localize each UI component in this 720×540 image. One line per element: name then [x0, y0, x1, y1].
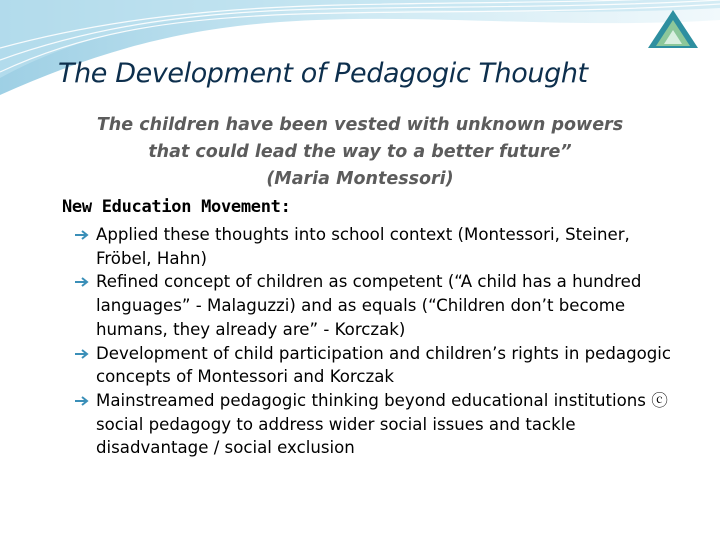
page-title: The Development of Pedagogic Thought	[58, 58, 588, 89]
list-item	[0, 389, 676, 460]
bullet-arrow-icon	[74, 229, 92, 241]
bullet-list	[0, 223, 720, 460]
quote-line: The children have been vested with unknown powers	[96, 115, 624, 135]
list-item	[0, 270, 676, 341]
list-item-text: Mainstreamed pedagogic thinking beyond educational institutions	[96, 390, 652, 410]
list-item	[0, 342, 676, 389]
list-item-text: social pedagogy to address wider social issues and tackle disadvantage / social exclusion	[96, 414, 576, 458]
list-item-text: Applied these thoughts into school context (Montessori, Steiner, Fröbel, Hahn)	[96, 225, 630, 268]
list-item-text: Refined concept of children as competent (“A child has a hundred languages” - Malaguzzi) and as equals (“Children don’t become humans, they already are” - Korczak)	[96, 272, 642, 339]
bullet-arrow-icon	[74, 395, 92, 407]
bullet-arrow-icon	[74, 348, 92, 360]
list-item-text: Development of child participation and children’s rights in pedagogic concepts of Montessori and Korczak	[96, 343, 672, 387]
copyright-symbol-icon: ⓒ	[651, 390, 668, 410]
section-heading: New Education Movement:	[62, 197, 291, 217]
quote-block	[90, 112, 630, 193]
triangle-logo-icon	[638, 8, 708, 54]
quote-attribution: (Maria Montessori)	[266, 169, 454, 189]
list-item	[0, 223, 676, 270]
bullet-arrow-icon	[74, 276, 92, 288]
quote-line: that could lead the way to a better future”	[148, 142, 572, 162]
